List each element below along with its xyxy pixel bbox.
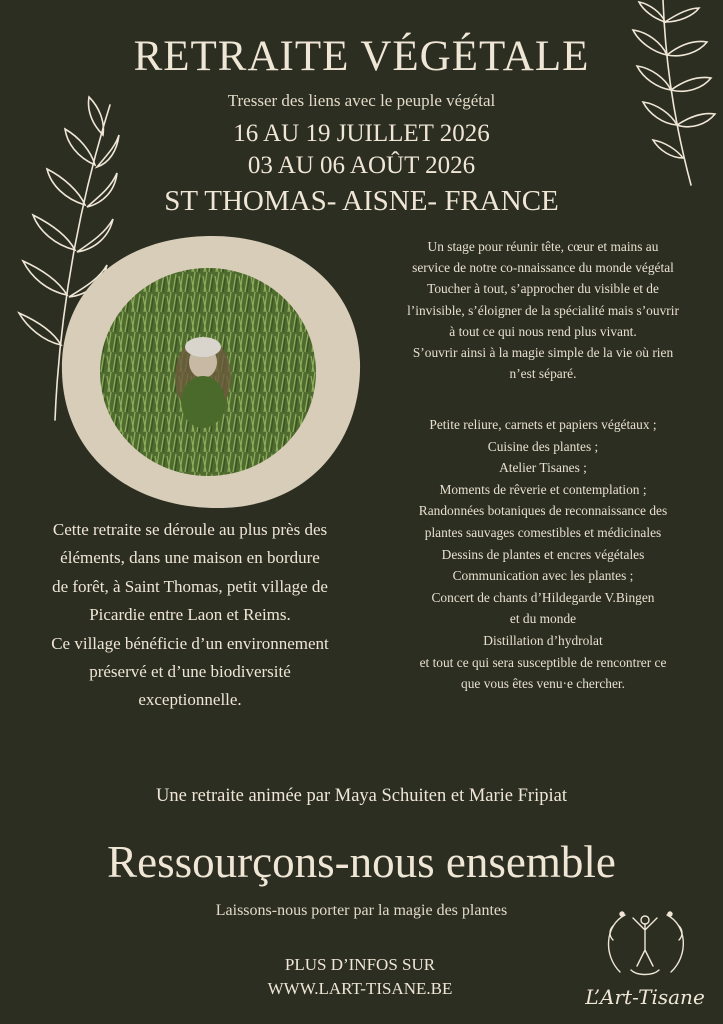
- activity-item: Cuisine des plantes ;: [487, 438, 599, 454]
- slogan: Ressourçons-nous ensemble: [107, 837, 616, 887]
- logo-text: L’Art-Tisane: [585, 985, 705, 1009]
- photo-frame: [58, 232, 363, 512]
- activity-item: Moments de rêverie et contemplation ;: [439, 481, 647, 497]
- page-subtitle: Tresser des liens avec le peuple végétal: [227, 91, 496, 110]
- description-line: Ce village bénéficie d’un environnement: [51, 633, 329, 653]
- activity-item: Concert de chants d’Hildegarde V.Bingen: [431, 589, 655, 605]
- description-line: exceptionnelle.: [138, 690, 242, 710]
- tagline: Laissons-nous porter par la magie des plantes: [215, 902, 508, 919]
- description-line: préservé et d’une biodiversité: [89, 662, 291, 682]
- intro-line: S’ouvrir ainsi à la magie simple de la vie où rien: [412, 345, 674, 361]
- page-title: RETRAITE VÉGÉTALE: [133, 33, 590, 80]
- activity-item: Dessins de plantes et encres végétales: [441, 546, 645, 562]
- activity-item: Atelier Tisanes ;: [499, 460, 587, 476]
- activity-item: et tout ce qui sera susceptible de rencontrer ce: [419, 654, 667, 670]
- description-line: éléments, dans une maison en bordure: [60, 548, 320, 568]
- activity-item: et du monde: [509, 611, 577, 627]
- location: ST THOMAS- AISNE- FRANCE: [164, 185, 559, 217]
- hosts-line: Une retraite animée par Maya Schuiten et Marie Fripiat: [156, 786, 567, 806]
- website-link[interactable]: WWW.LART-TISANE.BE: [267, 979, 453, 998]
- activity-item: Randonnées botaniques de reconnaissance des: [418, 503, 668, 519]
- description-text: [10, 516, 370, 715]
- activity-item: plantes sauvages comestibles et médicinales: [424, 524, 662, 540]
- description-line: Cette retraite se déroule au plus près des: [52, 520, 328, 539]
- activity-item: Communication avec les plantes ;: [452, 568, 634, 584]
- intro-line: service de notre co-nnaissance du monde végétal: [412, 260, 674, 276]
- intro-line: l’invisible, s’éloigner de la spécialité mais s’ouvrir: [407, 302, 679, 318]
- intro-line: Toucher à tout, s’approcher du visible et de: [427, 281, 659, 297]
- activity-item: Distillation d’hydrolat: [483, 632, 603, 648]
- activity-item: que vous êtes venu·e chercher.: [461, 676, 625, 692]
- intro-line: Un stage pour réunir tête, cœur et mains au: [427, 239, 659, 254]
- activities-list: [378, 414, 708, 695]
- intro-line: à tout ce qui nous rend plus vivant.: [449, 323, 637, 339]
- date-line-1: 16 AU 19 JUILLET 2026: [233, 120, 490, 147]
- description-line: de forêt, à Saint Thomas, petit village de: [52, 576, 328, 596]
- activity-item: Petite reliure, carnets et papiers végétaux ;: [429, 417, 657, 432]
- intro-text: [378, 236, 708, 384]
- description-line: Picardie entre Laon et Reims.: [89, 605, 291, 625]
- more-info-label: PLUS D’INFOS SUR: [284, 955, 436, 974]
- date-line-2: 03 AU 06 AOÛT 2026: [247, 152, 476, 179]
- more-info: [190, 953, 530, 1001]
- intro-line: n’est séparé.: [509, 366, 577, 382]
